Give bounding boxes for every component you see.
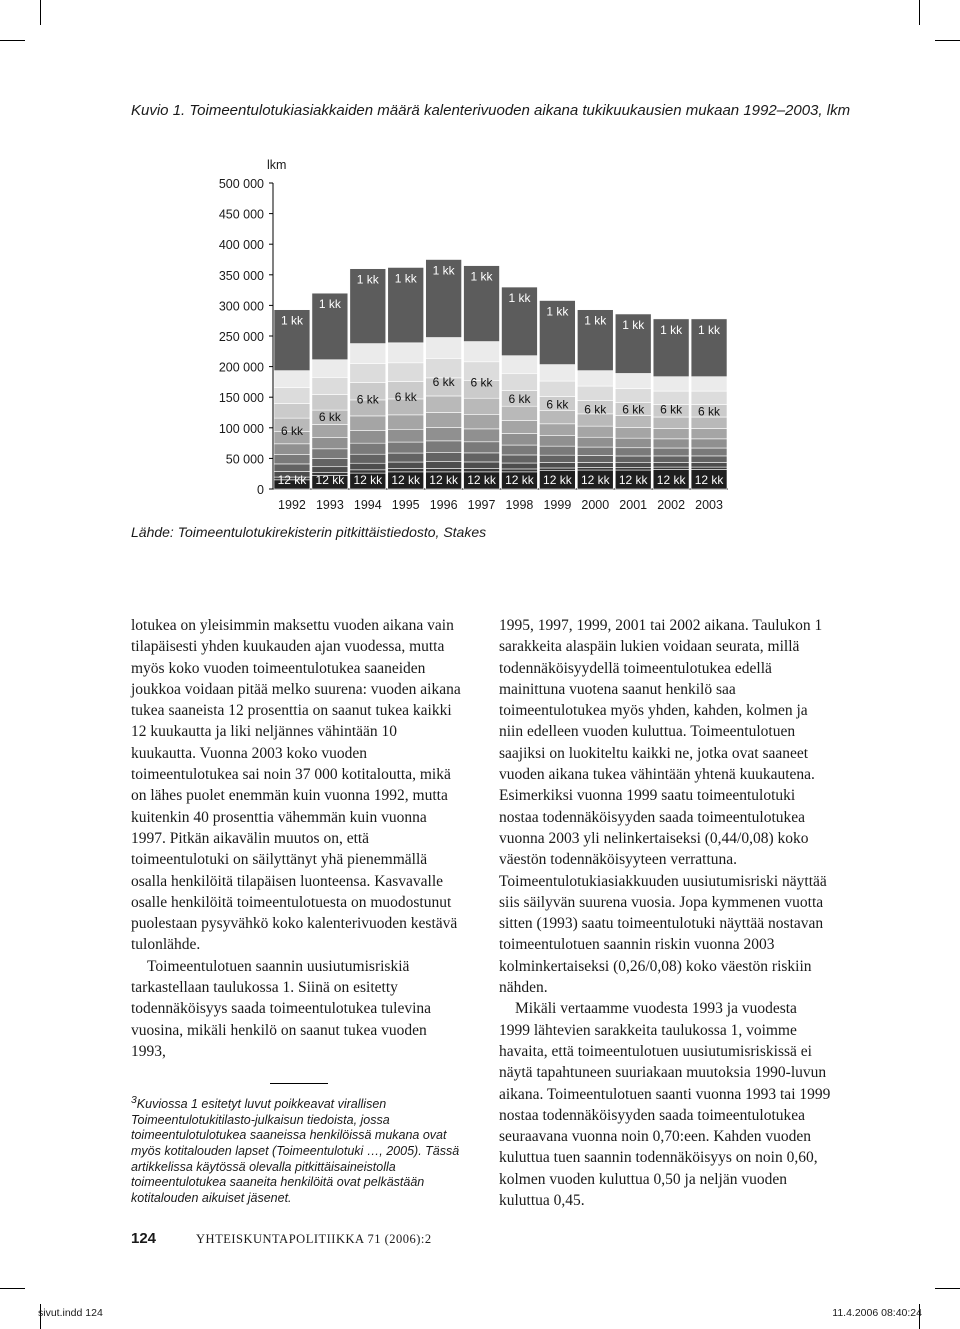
bar-segment — [312, 395, 348, 411]
bar-segment — [577, 371, 613, 386]
bar-segment — [539, 455, 575, 462]
y-tick-label: 350 000 — [218, 268, 264, 283]
bar-segment — [653, 467, 689, 469]
x-tick-label: 2001 — [619, 498, 648, 512]
stacked-bar-chart — [0, 150, 960, 520]
bar-segment — [539, 468, 575, 471]
bar-segment — [577, 426, 613, 437]
x-tick-label: 1993 — [315, 498, 344, 512]
y-tick-label: 150 000 — [218, 391, 264, 406]
bar-segment — [615, 373, 651, 388]
segment-label-12kk: 12 kk — [315, 473, 345, 487]
segment-label-1kk: 1 kk — [546, 304, 569, 319]
bar-segment — [577, 456, 613, 463]
bar-segment — [464, 462, 500, 469]
segment-label-6kk: 6 kk — [584, 402, 607, 417]
bar-segment — [464, 414, 500, 429]
footnote-rule — [270, 1083, 328, 1084]
bar-segment — [539, 411, 575, 424]
bar-segment — [577, 447, 613, 455]
bar-segment — [312, 449, 348, 459]
x-tick-label: 1994 — [353, 498, 382, 512]
bar-segment — [691, 377, 727, 391]
slug-file: sivut.indd 124 — [38, 1307, 103, 1319]
bar-segment — [539, 446, 575, 455]
crop-mark — [935, 1288, 960, 1289]
x-tick-label: 2002 — [657, 498, 686, 512]
bar-segment — [502, 455, 538, 463]
y-axis-label: lkm — [267, 158, 287, 172]
bar-segment — [350, 443, 386, 454]
bar-segment — [691, 462, 727, 467]
crop-mark — [40, 0, 41, 25]
segment-label-1kk: 1 kk — [432, 263, 455, 278]
bar-segment — [426, 338, 462, 359]
left-column — [131, 615, 463, 1062]
bar-segment — [388, 363, 424, 382]
segment-label-12kk: 12 kk — [656, 473, 686, 487]
figure-source: Lähde: Toimeentulotukirekisterin pitkittäistiedosto, Stakes — [131, 524, 487, 540]
y-tick-label: 250 000 — [218, 330, 264, 344]
bar-segment — [312, 437, 348, 448]
bar-segment — [312, 360, 348, 378]
right-column — [499, 615, 831, 1211]
bar-segment — [312, 424, 348, 437]
bar-segment — [502, 469, 538, 472]
segment-label-1kk: 1 kk — [356, 272, 379, 287]
bar-segment — [464, 469, 500, 472]
bar-segment — [502, 356, 538, 374]
y-tick-label: 200 000 — [218, 360, 264, 375]
segment-label-6kk: 6 kk — [546, 397, 569, 412]
bar-segment — [274, 455, 310, 464]
segment-label-1kk: 1 kk — [698, 322, 721, 337]
bar-segment — [577, 386, 613, 400]
bar-segment — [426, 396, 462, 413]
segment-label-12kk: 12 kk — [391, 473, 421, 487]
bar-segment — [615, 448, 651, 456]
x-tick-label: 2003 — [695, 498, 723, 512]
x-tick-label: 1996 — [429, 498, 458, 512]
segment-label-12kk: 12 kk — [353, 473, 383, 487]
bar-segment — [426, 413, 462, 428]
bar-segment — [615, 463, 651, 468]
segment-label-12kk: 12 kk — [618, 473, 648, 487]
y-tick-label: 450 000 — [218, 207, 264, 222]
figure-caption: Kuvio 1. Toimeentulotukiasiakkaiden määrä kalenterivuoden aikana tukikuukausien mukaan 1992–2003, lkm — [131, 102, 851, 119]
page-footer — [131, 1230, 831, 1248]
bar-segment — [539, 381, 575, 396]
segment-label-6kk: 6 kk — [280, 423, 303, 438]
segment-label-1kk: 1 kk — [470, 269, 493, 284]
segment-label-1kk: 1 kk — [584, 313, 607, 328]
segment-label-6kk: 6 kk — [432, 374, 455, 389]
bar-segment — [653, 428, 689, 438]
bar-segment — [615, 456, 651, 463]
bar-segment — [539, 463, 575, 468]
bar-segment — [426, 441, 462, 452]
bar-segment — [502, 374, 538, 391]
bar-segment — [350, 364, 386, 383]
bar-segment — [502, 421, 538, 434]
bar-segment — [426, 452, 462, 461]
bar-segment — [615, 388, 651, 402]
x-tick-label: 1997 — [467, 498, 496, 512]
bar-segment — [312, 467, 348, 473]
segment-label-1kk: 1 kk — [318, 297, 341, 312]
y-tick-label: 400 000 — [218, 238, 264, 253]
segment-label-1kk: 1 kk — [280, 313, 303, 328]
segment-label-12kk: 12 kk — [429, 473, 458, 487]
bar-segment — [577, 468, 613, 470]
bar-segment — [653, 417, 689, 428]
x-tick-label: 1999 — [543, 498, 572, 512]
paragraph: lotukea on yleisimmin maksettu vuoden aikana vain tilapäisesti yhden kuukauden ajan vuodessa, mutta myös koko vuoden toimeentulotukea saaneiden joukkoa voidaan pitää melko suurena: vuoden aikana tukea saaneista 12 prosenttia on saanut tukea kaikki 12 kuukautta ja liki neljännes vähintään 10 kuukautta. Vuonna 2003 koko vuoden toimeentulotukea sai noin 37 000 kotitaloutta, mikä on lähes puolet enemmän kuin vuonna 1992, mutta kuitenkin 40 prosenttia vähemmän kuin vuonna 1997. Pitkän aikavälin muutos on, että toimeentulotuki on säilyttänyt yhä pienemmällä osalla henkilöitä tilapäisen luonteensa. Kasvavalle osalle henkilöitä toimeentulotuesta on muodostunut puolestaan pysyvähkö koko kalenterivuoden kestävä tulonlähde. — [131, 617, 461, 954]
y-tick-label: 300 000 — [218, 299, 264, 314]
bar-segment — [502, 463, 538, 469]
bar-segment — [350, 430, 386, 443]
segment-label-6kk: 6 kk — [622, 402, 645, 417]
y-tick-label: 100 000 — [218, 421, 264, 436]
bar-segment — [539, 436, 575, 447]
bar-segment — [691, 417, 727, 428]
footnote-marker: 3 — [131, 1095, 137, 1106]
crop-mark — [0, 1288, 25, 1289]
bar-segment — [388, 343, 424, 363]
bar-segment — [388, 462, 424, 469]
bar-segment — [691, 456, 727, 462]
bar-segment — [502, 434, 538, 446]
bar-segment — [312, 459, 348, 467]
segment-label-12kk: 12 kk — [694, 473, 724, 487]
bar-segment — [691, 448, 727, 456]
segment-label-12kk: 12 kk — [467, 473, 496, 487]
bar-segment — [464, 429, 500, 442]
paragraph: 1995, 1997, 1999, 2001 tai 2002 aikana. Taulukon 1 sarakkeita alaspäin lukien voidaan seurata, millä todennäköisyydellä toimeentulotukea edellä mainittuna vuotena saanut henkilö saa toimeentulotukea myös yhden, kahden, kolmen ja niin edelleen vuoden kuluttua. Toimeentulotuen saajiksi on luokiteltu kaikki ne, jotka ovat saaneet vuoden aikana tukea vähintään yhtenä kuukautena. Esimerkiksi vuonna 1999 saatu toimeentulotuki nostaa todennäköisyyden saada toimeentulotukea vuonna 2003 yli nelinkertaiseksi (0,44/0,08) koko väestön todennäköisyyteen verrattuna. Toimeentulotukiasiakkuuden uusiutumisriski näyttää siis säilyvän suurena vuosia. Jopa kymmenen vuotta sitten (1993) saatu toimeentulotuki näyttää nostavan toimeentulotuen saannin riskin vuonna 2003 kolminkertaiseksi (0,26/0,08) koko väestön riskiin nähden. — [499, 617, 827, 997]
paragraph: Mikäli vertaamme vuodesta 1993 ja vuodesta 1999 lähtevien sarakkeita taulukossa 1, voimme havaita, että toimeentulotuen uusiutumisriskissä ei näytä tapahtuneen suuriakaan muutoksia 1990-luvun aikana. Toimeentulotuen saanti vuonna 1993 tai 1999 nostaa todennäköisyyden saada toimeentulotukea seuraavana vuonna noin 0,70:een. Kahden vuoden kuluttua tuen saannin todennäköisyys on noin 0,60, kolmen vuoden kuluttua 0,50 ja neljän vuoden kuluttua 0,45. — [499, 1000, 831, 1210]
bar-segment — [502, 445, 538, 455]
bar-segment — [502, 406, 538, 420]
bar-segment — [577, 437, 613, 447]
crop-mark — [919, 0, 920, 25]
segment-label-12kk: 12 kk — [505, 473, 534, 487]
bar-segment — [274, 464, 310, 472]
bar-segment — [691, 467, 727, 469]
segment-label-1kk: 1 kk — [622, 317, 645, 332]
segment-label-6kk: 6 kk — [660, 402, 683, 417]
segment-label-1kk: 1 kk — [660, 322, 683, 337]
bar-segment — [615, 438, 651, 448]
segment-label-1kk: 1 kk — [394, 271, 417, 286]
segment-label-6kk: 6 kk — [470, 375, 493, 390]
bar-segment — [653, 439, 689, 448]
bar-segment — [653, 448, 689, 456]
page-number: 124 — [131, 1230, 157, 1247]
x-tick-label: 1998 — [505, 498, 534, 512]
bar-segment — [312, 378, 348, 395]
segment-label-1kk: 1 kk — [508, 291, 531, 306]
bar-segment — [350, 344, 386, 364]
bar-segment — [464, 342, 500, 362]
segment-label-6kk: 6 kk — [698, 404, 721, 419]
segment-label-6kk: 6 kk — [508, 392, 531, 407]
bar-segment — [539, 424, 575, 436]
bar-segment — [350, 454, 386, 463]
segment-label-6kk: 6 kk — [318, 409, 341, 424]
bar-segment — [464, 442, 500, 453]
segment-label-6kk: 6 kk — [356, 392, 379, 407]
bar-segment — [464, 398, 500, 414]
bar-segment — [274, 444, 310, 455]
bar-segment — [274, 371, 310, 388]
bar-segment — [691, 391, 727, 404]
x-tick-label: 1992 — [278, 498, 306, 512]
journal-name: YHTEISKUNTAPOLITIIKKA 71 (2006):2 — [196, 1232, 432, 1246]
bar-segment — [691, 428, 727, 438]
bar-segment — [615, 427, 651, 438]
bar-segment — [577, 462, 613, 467]
bar-segment — [350, 416, 386, 430]
paragraph: Toimeentulotuen saannin uusiutumisriskiä tarkastellaan taulukossa 1. Siinä on esitetty todennäköisyys saada toimeentulotukea tulevina vuosina, mikäli henkilö on saanut tukea vuoden 1993, — [131, 957, 432, 1060]
bar-segment — [350, 463, 386, 470]
x-tick-label: 2000 — [581, 498, 610, 512]
crop-mark — [935, 40, 960, 41]
bar-segment — [653, 456, 689, 462]
bar-segment — [691, 439, 727, 448]
segment-label-6kk: 6 kk — [394, 390, 417, 405]
slug-timestamp: 11.4.2006 08:40:24 — [832, 1307, 922, 1319]
segment-label-12kk: 12 kk — [543, 473, 572, 487]
bar-segment — [388, 469, 424, 472]
y-tick-label: 0 — [257, 483, 264, 497]
crop-mark — [0, 40, 25, 41]
footnote — [131, 1093, 461, 1206]
bar-segment — [615, 415, 651, 427]
y-tick-label: 50 000 — [225, 452, 264, 467]
segment-label-12kk: 12 kk — [580, 473, 610, 487]
bar-segment — [388, 415, 424, 429]
bar-segment — [274, 388, 310, 404]
x-tick-label: 1995 — [391, 498, 420, 512]
bar-segment — [615, 468, 651, 470]
bar-segment — [464, 453, 500, 462]
bar-segment — [539, 365, 575, 381]
bar-segment — [388, 442, 424, 453]
footnote-text: Kuviossa 1 esitetyt luvut poikkeavat virallisen Toimeentulotukitilasto-julkaisun tiedoista, jossa toimeentulotulotukea saaneissa henkilöissä mukana ovat myös kotitalouden lapset (Toimeentulotuki …, 2005). Tässä artikkelissa käytössä olevalla pitkittäisaineistolla toimeentulotukea saaneita henkilöitä ovat pelkästään kotitalouden aikuiset jäsenet. — [131, 1097, 460, 1205]
bar-segment — [426, 428, 462, 441]
y-tick-label: 500 000 — [218, 177, 264, 191]
bar-segment — [653, 377, 689, 391]
bar-segment — [388, 453, 424, 462]
segment-label-12kk: 12 kk — [277, 473, 307, 487]
bar-segment — [274, 403, 310, 418]
bar-segment — [653, 462, 689, 467]
bar-segment — [426, 468, 462, 471]
bar-segment — [426, 462, 462, 469]
bar-segment — [388, 429, 424, 442]
